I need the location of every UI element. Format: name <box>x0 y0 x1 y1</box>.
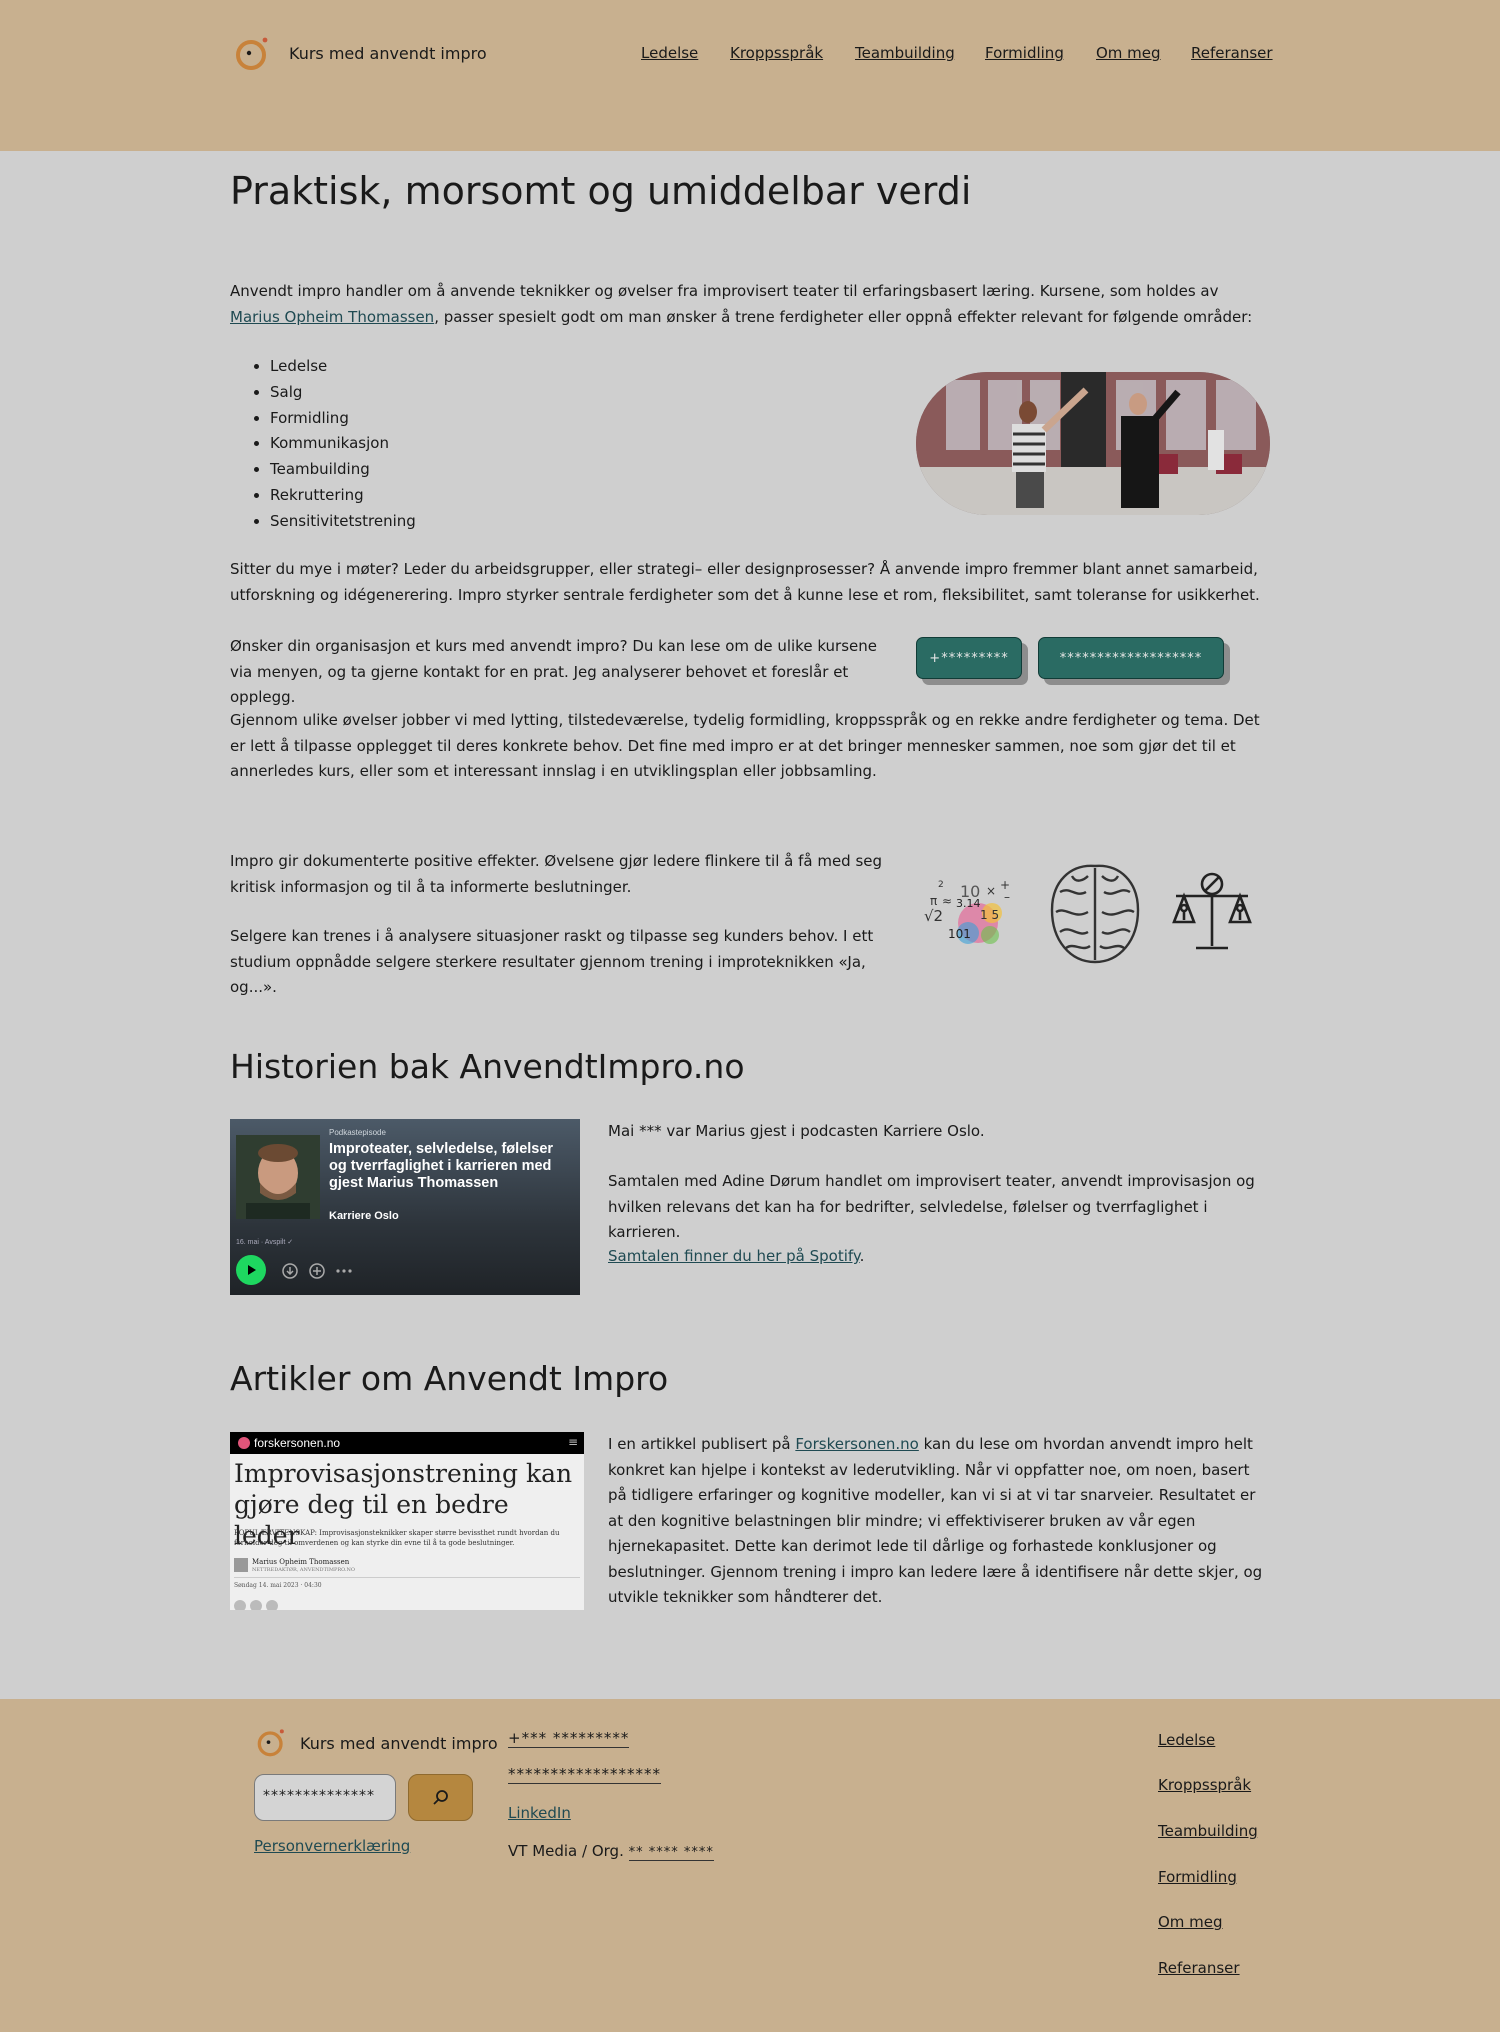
article-divider <box>234 1577 580 1578</box>
svg-text:≈: ≈ <box>942 894 953 908</box>
footer-nav-teambuilding[interactable]: Teambuilding <box>1158 1822 1258 1840</box>
list-item: • Teambuilding <box>270 457 416 483</box>
play-icon <box>245 1264 257 1276</box>
nav-kroppssprak[interactable]: Kroppsspråk <box>730 44 824 62</box>
list-item: • Ledelse <box>270 354 416 380</box>
list-item: • Formidling <box>270 406 416 432</box>
list-item: • Sensitivitetstrening <box>270 509 416 535</box>
articles-heading: Artikler om Anvendt Impro <box>230 1359 669 1398</box>
search-input[interactable]: ************** <box>254 1774 396 1821</box>
menu-icon: ≡ <box>567 1435 578 1449</box>
svg-text:+: + <box>1000 878 1011 892</box>
author-avatar <box>234 1558 248 1572</box>
svg-text:√2: √2 <box>924 907 944 925</box>
svg-text:101: 101 <box>948 927 971 941</box>
svg-text:1 5: 1 5 <box>980 908 1000 922</box>
org-info: VT Media / Org. ** **** **** <box>508 1842 714 1860</box>
nav-formidling[interactable]: Formidling <box>985 44 1064 62</box>
article-author-role: NETTREDAKTØR, ANVENDTIMPRO.NO <box>252 1567 355 1573</box>
podcast-description-paragraph: Samtalen med Adine Dørum handlet om improvisert teater, anvendt improvisasjon og hvilken relevans det kan ha for bedrifter, selvledelse, følelser og tverrfaglighet i karrieren. <box>608 1172 1255 1241</box>
site-title[interactable]: Kurs med anvendt impro <box>289 44 487 63</box>
footer-nav-referanser[interactable]: Referanser <box>1158 1959 1240 1977</box>
exercises-paragraph: Gjennom ulike øvelser jobber vi med lytting, tilstedeværelse, tydelig formidling, kroppsspråk og en rekke andre ferdigheter og tema. Det er lett å tilpasse opplegget til deres konkrete behov. Det fine med impro er at det bringer mennesker sammen, noe som gjør det til et annerledes kurs, eller som et interessant innslag i en utviklingsplan eller jobbsamling. <box>230 711 1260 780</box>
site-header <box>0 0 1500 151</box>
contact-paragraph: Ønsker din organisasjon et kurs med anvendt impro? Du kan lese om de ulike kursene via menyen, og ta gjerne kontakt for en prat. Jeg analyserer behovet et foreslår et opplegg. <box>230 637 877 706</box>
main-nav <box>0 44 1500 68</box>
privacy-link[interactable]: Personvernerklæring <box>254 1837 411 1855</box>
podcast-kicker: Podkastepisode <box>329 1128 386 1137</box>
intro-paragraph: Anvendt impro handler om å anvende teknikker og øvelser fra improvisert teater til erfaringsbasert læring. Kursene, som holdes av Marius Opheim Thomassen, passer spesielt godt om man ønsker å trene ferdigheter eller oppnå effekter relevant for følgende områder: <box>230 282 1253 326</box>
forskersonen-logo-icon <box>238 1437 250 1449</box>
phone-button[interactable]: +********* <box>916 637 1022 679</box>
forskersonen-link[interactable]: Forskersonen.no <box>795 1435 919 1453</box>
footer-nav-om-meg[interactable]: Om meg <box>1158 1913 1223 1931</box>
article-site: forskersonen.no <box>254 1436 341 1450</box>
svg-text:2: 2 <box>938 880 944 890</box>
podcast-show: Karriere Oslo <box>329 1210 399 1222</box>
nav-referanser[interactable]: Referanser <box>1191 44 1273 62</box>
article-author: Marius Opheim Thomassen <box>252 1558 350 1566</box>
search-icon <box>432 1789 450 1807</box>
svg-text:3.14: 3.14 <box>956 897 981 910</box>
email-button[interactable]: ******************* <box>1038 637 1224 679</box>
footer-site-title[interactable]: Kurs med anvendt impro <box>300 1734 498 1753</box>
download-icon[interactable] <box>281 1262 299 1280</box>
services-list <box>270 354 416 535</box>
article-date: Søndag 14. mai 2023 · 04:30 <box>234 1582 322 1589</box>
article-title: Improvisasjonstrening kan gjøre deg til en bedre leder <box>234 1459 573 1550</box>
workshop-photo <box>916 372 1270 515</box>
nav-om-meg[interactable]: Om meg <box>1096 44 1161 62</box>
svg-text:π: π <box>930 894 938 908</box>
podcast-guest-avatar <box>236 1135 320 1219</box>
footer-nav-kroppssprak[interactable]: Kroppsspråk <box>1158 1776 1252 1794</box>
search-button[interactable] <box>408 1774 473 1821</box>
balance-scale-icon <box>1170 870 1254 954</box>
site-footer <box>0 1699 1500 2032</box>
list-item: • Rekruttering <box>270 483 416 509</box>
list-item: • Kommunikasjon <box>270 431 416 457</box>
share-icon <box>250 1600 262 1610</box>
spotify-link[interactable]: Samtalen finner du her på Spotify <box>608 1247 860 1265</box>
svg-text:–: – <box>1004 890 1010 904</box>
spotify-paragraph: Samtalen finner du her på Spotify. <box>608 1247 865 1265</box>
podcast-card[interactable] <box>230 1119 580 1295</box>
page-title: Praktisk, morsomt og umiddelbar verdi <box>230 169 972 213</box>
podcast-meta: 16. mai · Avspilt ✓ <box>236 1239 294 1246</box>
meetings-paragraph: Sitter du mye i møter? Leder du arbeidsgrupper, eller strategi– eller designprosesser? Å anvende impro fremmer blant annet samarbeid, utforskning og idégenerering. Impro styrker sentrale ferdigheter som det å kunne lese et rom, fleksibilitet, samt toleranse for usikkerhet. <box>230 560 1260 604</box>
history-heading: Historien bak AnvendtImpro.no <box>230 1047 745 1086</box>
podcast-intro-paragraph: Mai *** var Marius gjest i podcasten Karriere Oslo. <box>608 1122 985 1140</box>
nav-teambuilding[interactable]: Teambuilding <box>855 44 955 62</box>
footer-logo-icon[interactable] <box>256 1728 286 1758</box>
leaders-paragraph: Impro gir dokumenterte positive effekter. Øvelsene gjør ledere flinkere til å få med seg kritisk informasjon og til å ta informerte beslutninger. <box>230 852 883 896</box>
footer-email-link[interactable]: ****************** <box>508 1765 661 1783</box>
article-topbar <box>230 1432 584 1454</box>
article-lead: POPULÆRVITENSKAP: Improvisasjonsteknikker skaper større bevissthet rundt hvordan du forholder deg til omverdenen og kan styrke din evne til å ta gode beslutninger. <box>234 1529 560 1547</box>
sellers-paragraph: Selgere kan trenes i å analysere situasjoner raskt og tilpasse seg kunders behov. I ett studium oppnådde selgere sterkere resultater gjennom trening i improteknikken «Ja, og...». <box>230 927 874 996</box>
math-icon <box>920 875 1024 955</box>
article-screenshot[interactable] <box>230 1432 584 1610</box>
share-icon <box>234 1600 246 1610</box>
footer-phone-link[interactable]: +*** ********* <box>508 1729 630 1747</box>
more-icon[interactable] <box>335 1262 353 1280</box>
linkedin-link[interactable]: LinkedIn <box>508 1804 571 1822</box>
article-paragraph: I en artikkel publisert på Forskersonen.no kan du lese om hvordan anvendt impro helt konkret kan hjelpe i kontekst av lederutvikling. Når vi oppfatter noe, om noen, basert på tidligere erfaringer og kognitive modeller, kan vi si at vi tar snarveier. Resultatet er at den kognitive belastningen blir mindre; vi effektiviserer bruken av vår egen hjernekapasitet. Dette kan derimot lede til dårlige og forhastede konklusjoner og beslutninger. Gjennom trening i impro kan ledere lære å identifisere når dette skjer, og utvikle teknikker som håndterer det. <box>608 1435 1263 1606</box>
org-number-link[interactable]: ** **** **** <box>628 1845 714 1860</box>
svg-text:×: × <box>986 884 997 898</box>
list-item: • Salg <box>270 380 416 406</box>
brain-icon <box>1046 862 1144 966</box>
podcast-title: Improteater, selvledelse, følelser og tverrfaglighet i karrieren med gjest Marius Thomassen <box>329 1141 554 1191</box>
svg-text:10: 10 <box>960 882 981 901</box>
footer-nav-ledelse[interactable]: Ledelse <box>1158 1731 1216 1749</box>
footer-nav-formidling[interactable]: Formidling <box>1158 1868 1237 1886</box>
author-link[interactable]: Marius Opheim Thomassen <box>230 307 435 326</box>
nav-ledelse[interactable]: Ledelse <box>641 44 699 62</box>
add-icon[interactable] <box>308 1262 326 1280</box>
share-icon <box>266 1600 278 1610</box>
play-button[interactable] <box>236 1255 266 1285</box>
